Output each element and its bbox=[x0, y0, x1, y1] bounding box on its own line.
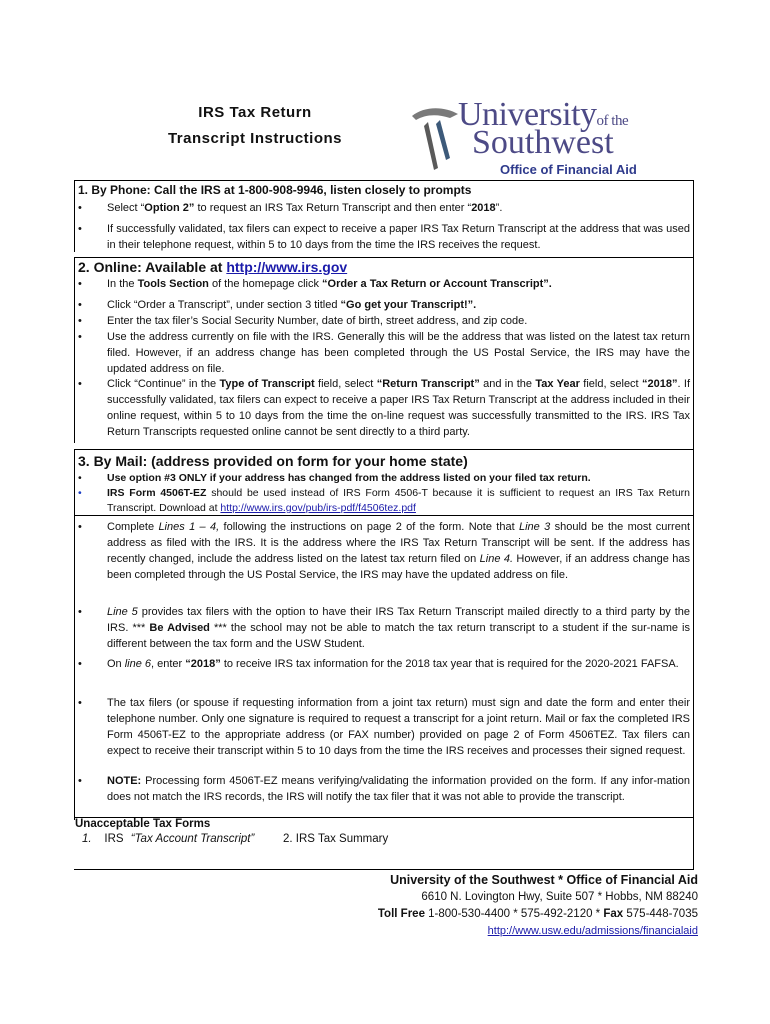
frame-left-edge bbox=[74, 180, 75, 252]
unacceptable-heading: Unacceptable Tax Forms bbox=[75, 818, 211, 830]
bullet: • bbox=[78, 223, 82, 235]
subsection-divider bbox=[74, 515, 694, 516]
list-item: • Click “Order a Transcript”, under section 3 titled “Go get your Transcript!”. bbox=[78, 299, 477, 311]
list-item: • Click “Continue” in the Type of Transcript field, select “Return Transcript” and in the Tax Year field, select “2018”. If successfully validated, tax filers can expect to receive a paper IRS Tax Return Transcript at the address included in their online request, within 5 to 10 days from the time the on-line request was successfully transmitted to the IRS. IRS Tax Return Transcripts requested online cannot be sent directly to a third party. bbox=[78, 378, 690, 438]
list-item: • IRS Form 4506T-EZ should be used instead of IRS Form 4506-T because it is sufficient to request an IRS Tax Return Transcript. Download at http://www.irs.gov/pub/irs-pdf/f4506tez.pdf bbox=[78, 487, 691, 514]
list-item: • NOTE: Processing form 4506T-EZ means verifying/validating the information provided on the form. If any infor-mation does not match the IRS records, the IRS will notify the tax filer that it was not able to provide the transcript. bbox=[78, 775, 690, 803]
bullet: • bbox=[78, 202, 82, 214]
list-item: • Line 5 provides tax filers with the option to have their IRS Tax Return Transcript mailed directly to a third party by the IRS. *** Be Advised *** the school may not be able to match the tax return transcript to a student if the sur-name is different between the tax form and the USW Student. bbox=[78, 606, 690, 650]
list-item: • The tax filers (or spouse if requesting information from a joint tax return) must sign and date the form and enter their telephone number. Only one signature is required to request a transcript for a joint return. Mail or fax the completed IRS Form 4506T-EZ to the appropriate address (or FAX number) provided on page 2 of Form 4506TEZ. Tax filers can expect to receive their transcript within 5 to 10 days from the time the IRS receives and processes their signed request. bbox=[78, 697, 690, 757]
phone-section-heading: 1. By Phone: Call the IRS at 1-800-908-9946, listen closely to prompts bbox=[78, 183, 472, 197]
frame-left-edge bbox=[74, 258, 75, 443]
online-section-heading: 2. Online: Available at http://www.irs.gov bbox=[78, 259, 348, 275]
logo-office-text: Office of Financial Aid bbox=[500, 162, 637, 177]
footer-phones: Toll Free 1-800-530-4400 * 575-492-2120 * Fax 575-448-7035 bbox=[377, 908, 698, 920]
list-item: • Enter the tax filer’s Social Security Number, date of birth, street address, and zip code. bbox=[78, 315, 528, 327]
list-item: • Select “Option 2” to request an IRS Tax Return Transcript and then enter “2018”. bbox=[78, 202, 503, 214]
title-line-2: Transcript Instructions bbox=[167, 130, 343, 147]
university-logo bbox=[410, 96, 637, 180]
logo-university-text: Universityof the bbox=[458, 96, 629, 133]
list-item: • In the Tools Section of the homepage click “Order a Tax Return or Account Transcript”. bbox=[78, 278, 552, 290]
title-line-1: IRS Tax Return bbox=[198, 104, 312, 121]
footer-org: University of the Southwest * Office of Financial Aid bbox=[390, 873, 698, 887]
unacceptable-item-2: 2. IRS Tax Summary bbox=[283, 833, 389, 845]
footer-address: 6610 N. Lovington Hwy, Suite 507 * Hobbs, NM 88240 bbox=[421, 891, 698, 903]
section-divider bbox=[74, 449, 694, 450]
website-link[interactable]: http://www.usw.edu/admissions/financialaid bbox=[487, 925, 698, 937]
list-item: • Complete Lines 1 – 4, following the instructions on page 2 of the form. Note that Line 3 should be the most current address as filed with the IRS. It is the address where the IRS Tax Return Transcript will be sent. If the address has recently changed, include the address listed on the latest tax return filed on Line 4. However, if an address change has been completed through the US Postal Service, the IRS may have the updated address on file. bbox=[78, 521, 691, 581]
list-item: • Use the address currently on file with the IRS. Generally this will be the address that was listed on the latest tax return filed. However, if an address change has been completed through the US Postal Service, the IRS may have the updated address on file. bbox=[78, 331, 690, 375]
frame-left-edge bbox=[74, 450, 75, 820]
mail-section-heading: 3. By Mail: (address provided on form for your home state) bbox=[78, 453, 468, 469]
unacceptable-item-1: 1. IRS “Tax Account Transcript” bbox=[82, 833, 255, 845]
list-item: • Use option #3 ONLY if your address has changed from the address listed on your filed tax return. bbox=[78, 472, 591, 484]
page-title bbox=[150, 100, 360, 152]
form-4506tez-link[interactable]: http://www.irs.gov/pub/irs-pdf/f4506tez.pdf bbox=[220, 502, 416, 514]
footer-contact bbox=[298, 872, 698, 940]
logo-southwest-text: Southwest bbox=[472, 124, 614, 161]
list-item: • If successfully validated, tax filers can expect to receive a paper IRS Tax Return Transcript at the address that was used in their telephone request, within 5 to 10 days from the time the IRS receives the request. bbox=[78, 223, 690, 251]
irs-link[interactable]: http://www.irs.gov bbox=[226, 259, 348, 275]
list-item: • On line 6, enter “2018” to receive IRS tax information for the 2018 tax year that is required for the 2020-2021 FAFSA. bbox=[78, 658, 679, 670]
section-divider bbox=[74, 257, 694, 258]
